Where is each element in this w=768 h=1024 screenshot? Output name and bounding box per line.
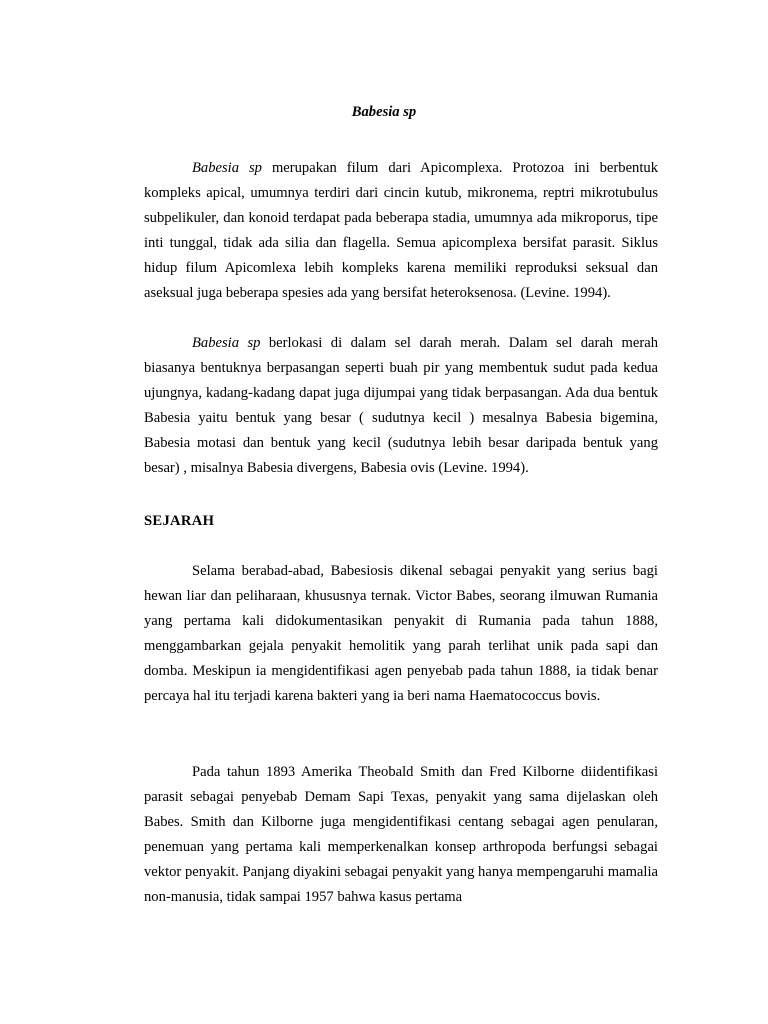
paragraph-text: berlokasi di dalam sel darah merah. Dalam sel darah merah biasanya bentuknya berpasangan seperti buah pir yang membentuk sudut pada kedua ujungnya, kadang-kadang dapat juga dijumpai yang tidak berpasangan. Ada dua bentuk Babesia yaitu bentuk yang besar ( sudutnya kecil ) mesalnya Babesia bigemina, Babesia motasi dan bentuk yang kecil (sudutnya lebih besar daripada bentuk yang besar) , misalnya Babesia divergens, Babesia ovis (Levine. 1994). (144, 335, 658, 476)
species-name: Babesia sp (192, 335, 261, 351)
document-title: Babesia sp (351, 104, 417, 120)
history-paragraph-1: Selama berabad-abad, Babesiosis dikenal sebagai penyakit yang serius bagi hewan liar dan peliharaan, khususnya ternak. Victor Babes, seorang ilmuwan Rumania yang pertama kali didokumentasikan penyakit di Rumania pada tahun 1888, menggambarkan gejala penyakit hemolitik yang parah terlihat unik pada sapi dan domba. Meskipun ia mengidentifikasi agen penyebab pada tahun 1888, ia tidak benar percaya hal itu terjadi karena bakteri yang ia beri nama Haematococcus bovis. (144, 563, 658, 704)
species-name: Babesia sp (192, 160, 262, 176)
section-heading-sejarah: SEJARAH (144, 513, 215, 529)
intro-paragraph-2 (144, 331, 658, 481)
paragraph-text: merupakan filum dari Apicomplexa. Protozoa ini berbentuk kompleks apical, umumnya terdiri dari cincin kutub, mikronema, reptri mikrotubulus subpelikuler, dan konoid terdapat pada beberapa stadia, umumnya ada mikroporus, tipe inti tunggal, tidak ada silia dan flagella. Semua apicomplexa bersifat parasit. Siklus hidup filum Apicomlexa lebih kompleks karena memiliki reproduksi seksual dan aseksual juga beberapa spesies ada yang bersifat heteroksenosa. (Levine. 1994). (144, 160, 658, 301)
intro-paragraph-1 (144, 156, 658, 306)
history-paragraph-2: Pada tahun 1893 Amerika Theobald Smith dan Fred Kilborne diidentifikasi parasit sebagai penyebab Demam Sapi Texas, penyakit yang sama dijelaskan oleh Babes. Smith dan Kilborne juga mengidentifikasi centang sebagai agen penularan, penemuan yang pertama kali memperkenalkan konsep arthropoda berfungsi sebagai vektor penyakit. Panjang diyakini sebagai penyakit yang hanya mempengaruhi mamalia non-manusia, tidak sampai 1957 bahwa kasus pertama (144, 764, 658, 905)
